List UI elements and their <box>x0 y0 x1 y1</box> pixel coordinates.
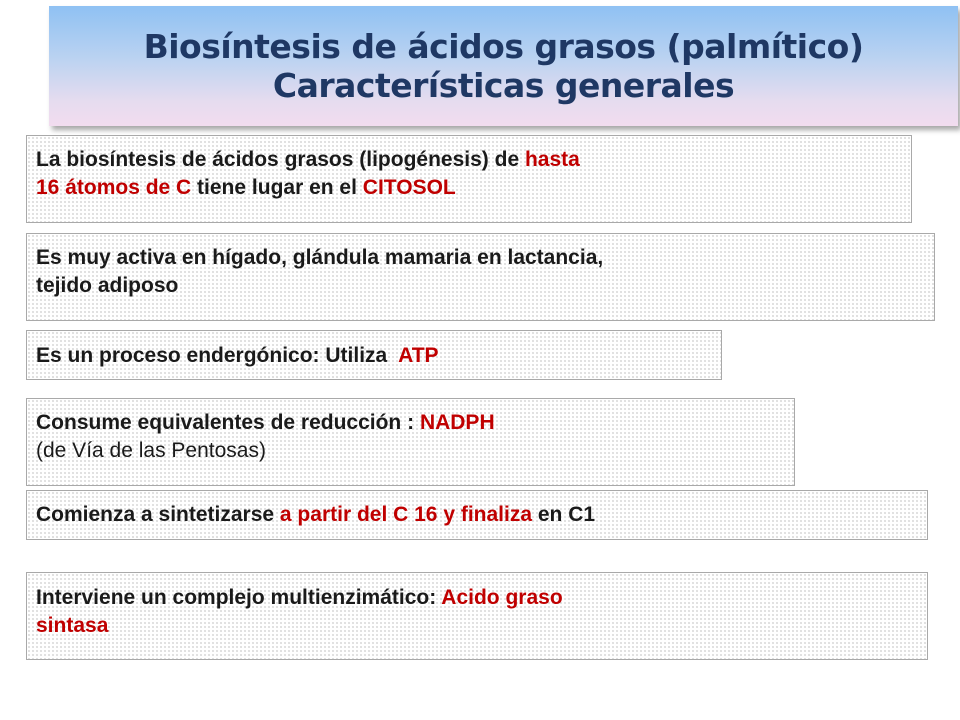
fact-line: Es muy activa en hígado, glándula mamaria en lactancia, <box>36 246 604 269</box>
fact-text: Consume equivalentes de reducción : <box>36 411 420 434</box>
title-line-2: Características generales <box>272 66 735 105</box>
fact-box-synthesis-direction <box>26 490 928 540</box>
fact-text: Interviene un complejo multienzimático: <box>36 586 442 609</box>
fact-line <box>36 501 927 529</box>
fact-text: La biosíntesis de ácidos grasos (lipogénesis) de <box>36 148 525 171</box>
fact-text: tiene lugar en el <box>191 176 363 199</box>
fact-text: en C1 <box>532 503 596 526</box>
fact-highlight: hasta <box>524 148 580 171</box>
title-line-1: Biosíntesis de ácidos grasos (palmítico) <box>143 27 864 66</box>
fact-line <box>36 342 721 370</box>
fact-highlight: sintasa <box>36 614 109 637</box>
fact-line <box>36 584 927 612</box>
fact-box-enzyme-complex <box>26 572 928 660</box>
fact-line <box>36 146 911 174</box>
slide-title <box>49 6 958 126</box>
fact-line <box>36 174 911 202</box>
fact-highlight: ATP <box>398 344 439 367</box>
fact-box-endergonic <box>26 330 722 380</box>
fact-box-nadph <box>26 398 795 486</box>
fact-text: Es un proceso endergónico: Utiliza <box>36 344 399 367</box>
fact-box-lipogenesis-location <box>26 135 912 223</box>
fact-highlight: 16 átomos de C <box>36 176 192 199</box>
fact-line <box>36 409 794 437</box>
fact-text: Comienza a sintetizarse <box>36 503 280 526</box>
fact-line: (de Vía de las Pentosas) <box>36 439 266 462</box>
fact-box-active-tissues <box>26 233 935 321</box>
fact-highlight: Acido graso <box>441 586 563 609</box>
fact-highlight: NADPH <box>419 411 495 434</box>
fact-highlight: a partir del C 16 y finaliza <box>279 503 533 526</box>
fact-highlight: CITOSOL <box>362 176 456 199</box>
fact-line: tejido adiposo <box>36 274 179 297</box>
